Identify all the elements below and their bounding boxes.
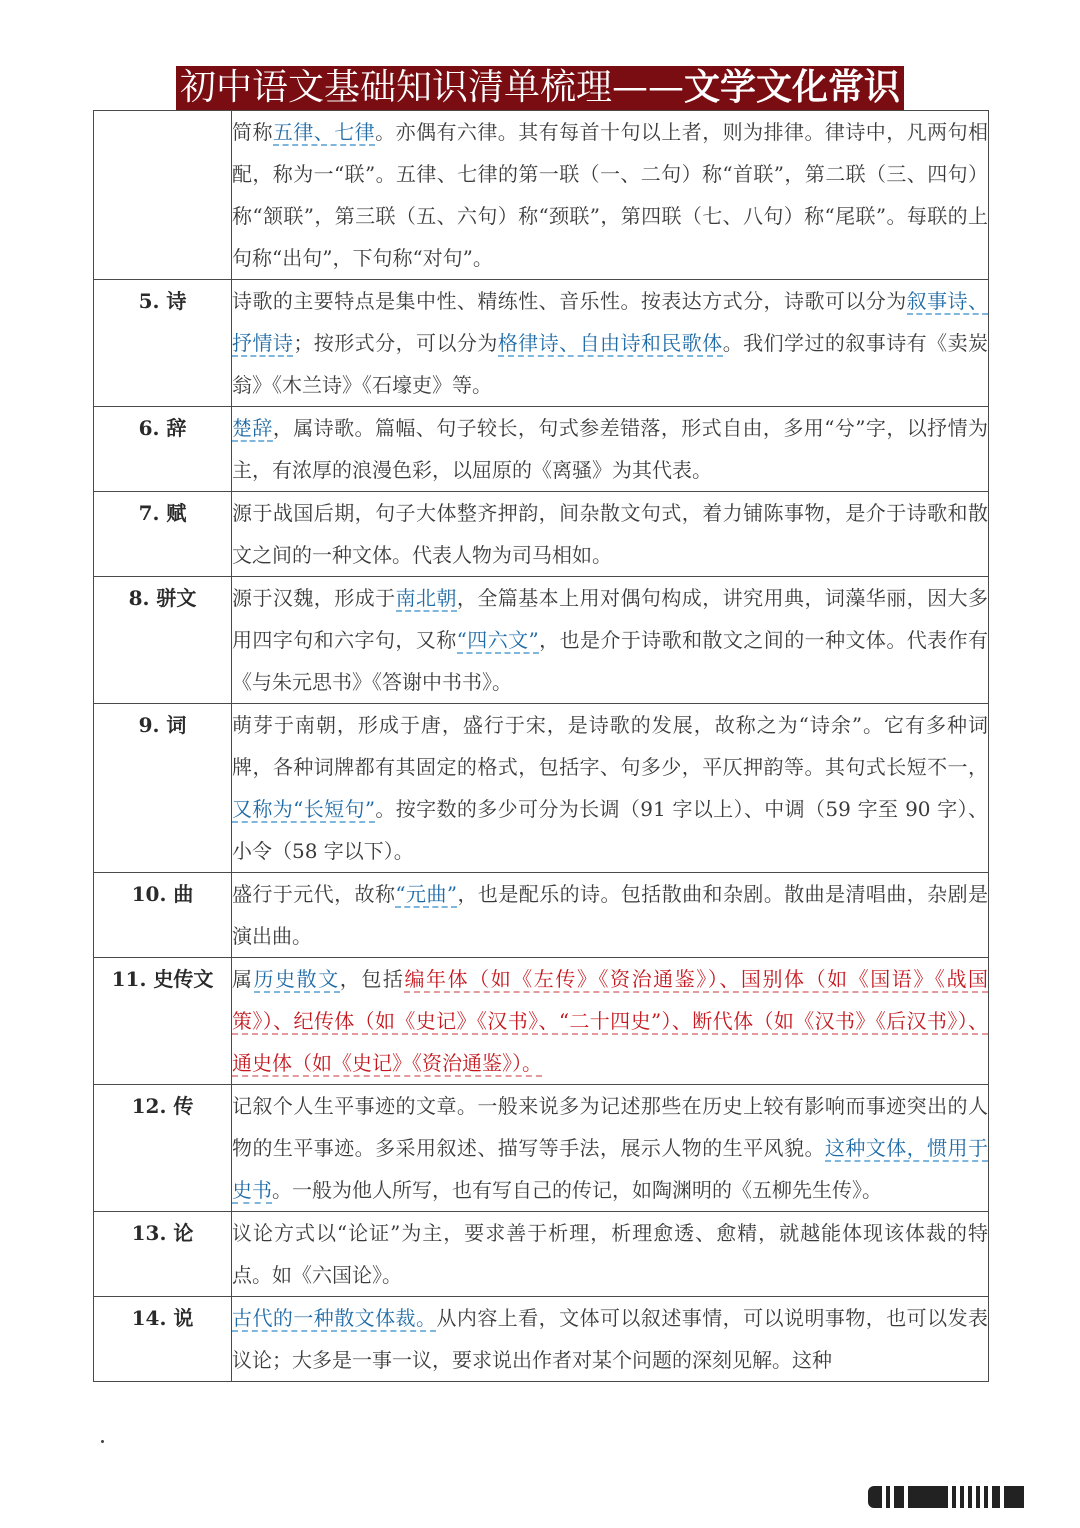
description-text: 盛行于元代，故称 — [232, 882, 396, 906]
table-row — [94, 492, 989, 577]
highlight-text: “四六文” — [456, 628, 539, 652]
title-part-regular: 初中语文基础知识清单梳理—— — [179, 67, 684, 108]
description-text: ；按形式分，可以分为 — [293, 331, 498, 355]
description-cell — [232, 111, 989, 280]
description-text: ，属诗歌。篇幅、句子较长，句式参差错落，形式自由，多用“兮”字，以抒情为主，有浓厚的浪漫色彩，以屈原的《离骚》为其代表。 — [232, 416, 988, 482]
table-row — [94, 958, 989, 1085]
description-cell — [232, 958, 989, 1085]
watermark-bar — [976, 1486, 980, 1508]
term-cell: 9. 词 — [94, 704, 232, 873]
watermark-bar — [868, 1486, 882, 1508]
knowledge-table — [93, 110, 989, 1382]
description-text: 属 — [232, 967, 254, 991]
description-text: 简称 — [232, 120, 273, 144]
red-highlight-text: 编年体（如《左传》《资治通鉴》）、国别体（如《国语》《战国策》）、纪传体（如《史记》《汉书》、“二十四史”）、断代体（如《汉书》《后汉书》）、通史体（如《史记》《资治通鉴》）。 — [232, 967, 989, 1075]
description-text: 源于汉魏，形成于 — [232, 586, 396, 610]
description-cell — [232, 873, 989, 958]
highlight-text: 历史散文 — [253, 967, 340, 991]
highlight-text: 这种文体，惯用于史书 — [232, 1136, 989, 1202]
table-row — [94, 577, 989, 704]
term-cell: 13. 论 — [94, 1212, 232, 1297]
description-text: 。一般为他人所写，也有写自己的传记，如陶渊明的《五柳先生传》。 — [272, 1178, 882, 1202]
description-text: 议论方式以“论证”为主，要求善于析理，析理愈透、愈精，就越能体现该体裁的特点。如《六国论》。 — [232, 1221, 988, 1287]
highlight-text: “元曲” — [395, 882, 458, 906]
title-part-bold: 文学文化常识 — [684, 67, 901, 108]
watermark-bar — [886, 1486, 890, 1508]
highlight-text: 古代的一种散文体裁。 — [232, 1306, 437, 1330]
description-text: 源于战国后期，句子大体整齐押韵，间杂散文句式，着力铺陈事物，是介于诗歌和散文之间的一种文体。代表人物为司马相如。 — [232, 501, 988, 567]
description-text: ，也是介于诗歌和散文之间的一种文体。代表作有《与朱元思书》《答谢中书书》。 — [232, 628, 989, 694]
description-text: ，包括 — [339, 967, 405, 991]
term-cell: 11. 史传文 — [94, 958, 232, 1085]
table-row — [94, 111, 989, 280]
term-cell: 14. 说 — [94, 1297, 232, 1382]
description-text: 诗歌的主要特点是集中性、精练性、音乐性。按表达方式分，诗歌可以分为 — [232, 289, 907, 313]
term-cell — [94, 111, 232, 280]
description-cell — [232, 1085, 989, 1212]
watermark-bar — [960, 1486, 964, 1508]
table-row — [94, 407, 989, 492]
watermark-bar — [894, 1486, 904, 1508]
term-cell: 7. 赋 — [94, 492, 232, 577]
table-row — [94, 280, 989, 407]
description-cell — [232, 280, 989, 407]
term-cell: 8. 骈文 — [94, 577, 232, 704]
term-cell: 5. 诗 — [94, 280, 232, 407]
description-cell — [232, 492, 989, 577]
table-row — [94, 873, 989, 958]
description-text: 从内容上看，文体可以叙述事情，可以说明事物，也可以发表议论；大多是一事一议，要求说出作者对某个问题的深刻见解。这种 — [232, 1306, 989, 1372]
highlight-text: 南北朝 — [395, 586, 457, 610]
description-cell — [232, 407, 989, 492]
description-cell — [232, 1212, 989, 1297]
highlight-text: 楚辞 — [232, 416, 273, 440]
watermark-bar — [952, 1486, 956, 1508]
table-row — [94, 1085, 989, 1212]
knowledge-table-body — [94, 111, 989, 1382]
term-cell: 10. 曲 — [94, 873, 232, 958]
watermark-bar — [968, 1486, 972, 1508]
description-text: 记叙个人生平事迹的文章。一般来说多为记述那些在历史上较有影响而事迹突出的人物的生平事迹。多采用叙述、描写等手法，展示人物的生平风貌。 — [232, 1094, 988, 1160]
table-row — [94, 1212, 989, 1297]
highlight-text: 五律、七律 — [272, 120, 376, 144]
watermark-logo — [868, 1484, 1058, 1510]
description-text: 萌芽于南朝，形成于唐，盛行于宋，是诗歌的发展，故称之为“诗余”。它有多种词牌，各种词牌都有其固定的格式，包括字、句多少，平仄押韵等。其句式长短不一， — [232, 713, 988, 779]
description-text: ，全篇基本上用对偶句构成，讲究用典，词藻华丽，因大多用四字句和六字句，又称 — [232, 586, 989, 652]
table-row — [94, 704, 989, 873]
page-title — [176, 66, 904, 110]
term-cell: 12. 传 — [94, 1085, 232, 1212]
highlight-text: 又称为“长短句” — [232, 797, 376, 821]
description-cell — [232, 577, 989, 704]
description-text: 。按字数的多少可分为长调（91 字以上）、中调（59 字至 90 字）、小令（58 字以下）。 — [232, 797, 989, 863]
description-text: 。亦偶有六律。其有每首十句以上者，则为排律。律诗中，凡两句相配，称为一“联”。五律、七律的第一联（一、二句）称“首联”，第二联（三、四句）称“颔联”，第三联（五、六句）称“颈联”，第四联（七、八句）称“尾联”。每联的上句称“出句”，下句称“对句”。 — [232, 120, 989, 270]
highlight-text: 叙事诗、抒情诗 — [232, 289, 989, 355]
watermark-bar — [992, 1486, 1000, 1508]
table-row — [94, 1297, 989, 1382]
description-cell — [232, 1297, 989, 1382]
term-cell: 6. 辞 — [94, 407, 232, 492]
watermark-bar — [1004, 1486, 1024, 1508]
description-text: 。我们学过的叙事诗有《卖炭翁》《木兰诗》《石壕吏》等。 — [232, 331, 989, 397]
description-cell — [232, 704, 989, 873]
page-dot — [101, 1440, 104, 1443]
watermark-bar — [908, 1486, 948, 1508]
watermark-bar — [984, 1486, 988, 1508]
description-text: ，也是配乐的诗。包括散曲和杂剧。散曲是清唱曲，杂剧是演出曲。 — [232, 882, 989, 948]
highlight-text: 格律诗、自由诗和民歌体 — [497, 331, 723, 355]
